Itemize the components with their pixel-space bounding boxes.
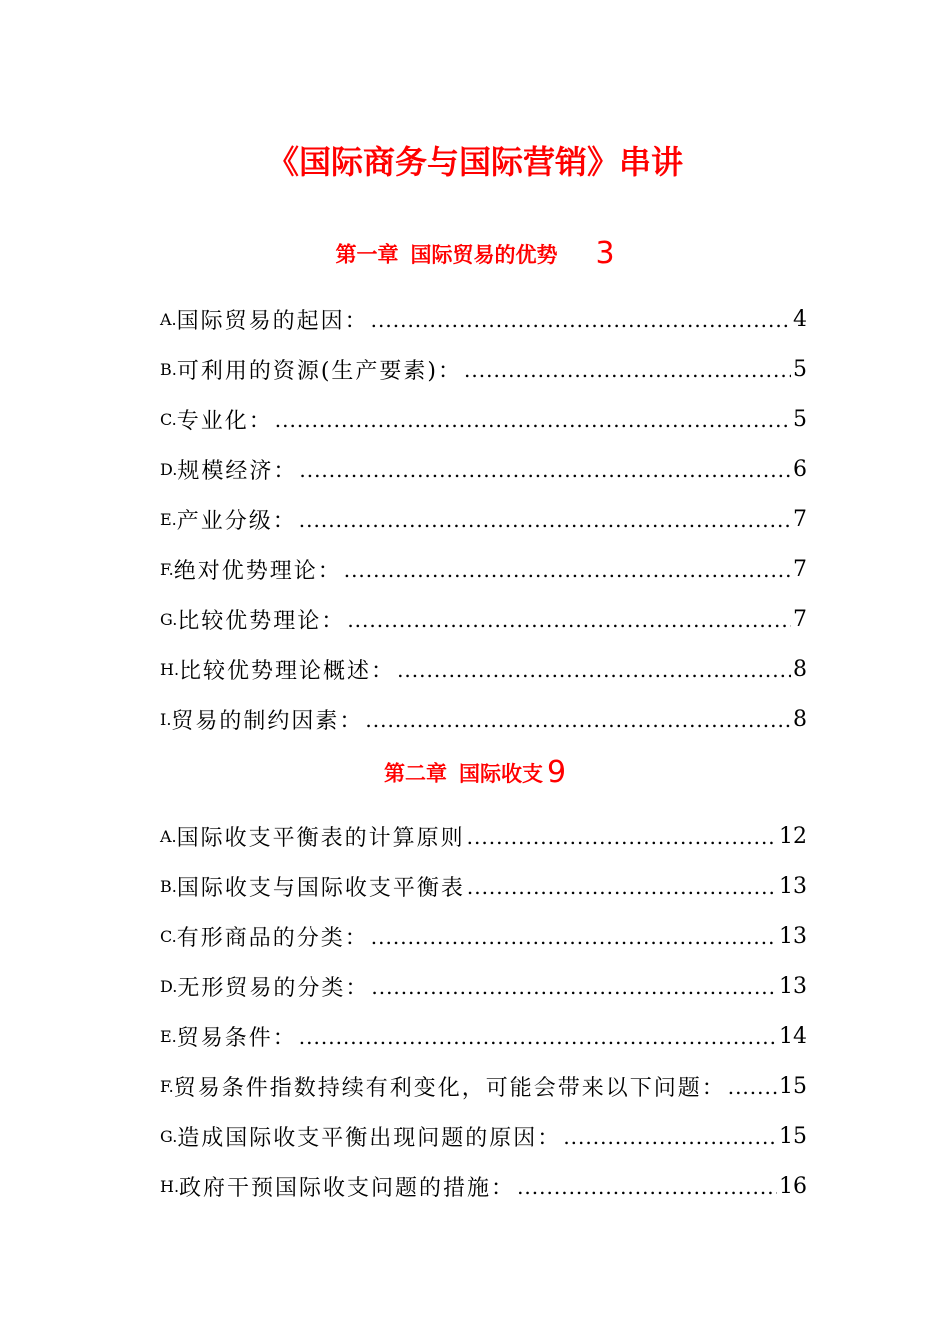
entry-text: 产业分级： bbox=[176, 508, 297, 534]
entry-text: 比较优势理论概述： bbox=[179, 658, 396, 684]
chapter-page-number: 9 bbox=[546, 755, 567, 790]
entry-text: 贸易条件指数持续有利变化，可能会带来以下问题： bbox=[173, 1075, 726, 1101]
entry-letter: B. bbox=[160, 359, 177, 379]
toc-entry[interactable] bbox=[160, 644, 807, 694]
dot-leader bbox=[344, 558, 791, 580]
entry-page-number: 6 bbox=[793, 456, 807, 482]
toc-entry[interactable] bbox=[160, 394, 807, 444]
entry-letter: H. bbox=[160, 659, 180, 679]
entry-letter: I. bbox=[160, 709, 172, 729]
toc-entry[interactable] bbox=[160, 961, 807, 1011]
entry-page-number: 8 bbox=[793, 656, 807, 682]
entry-letter: C. bbox=[160, 926, 177, 946]
entry-text: 绝对优势理论： bbox=[173, 558, 342, 584]
entry-text: 政府干预国际收支问题的措施： bbox=[179, 1175, 516, 1201]
entry-page-number: 7 bbox=[793, 556, 807, 582]
entry-text: 贸易条件： bbox=[176, 1025, 297, 1051]
entry-page-number: 15 bbox=[779, 1123, 807, 1149]
dot-leader bbox=[275, 408, 791, 430]
dot-leader bbox=[517, 1175, 777, 1197]
entry-letter: G. bbox=[160, 609, 178, 629]
dot-leader bbox=[299, 508, 791, 530]
entry-page-number: 14 bbox=[779, 1023, 807, 1049]
entry-page-number: 13 bbox=[779, 973, 807, 999]
toc-entry[interactable] bbox=[160, 1011, 807, 1061]
dot-leader bbox=[371, 975, 777, 997]
entry-letter: A. bbox=[160, 309, 177, 329]
entry-page-number: 8 bbox=[793, 706, 807, 732]
toc-entry[interactable] bbox=[160, 1061, 807, 1111]
chapter-heading-1[interactable] bbox=[0, 236, 950, 271]
chapter-title: 国际收支 bbox=[458, 761, 543, 786]
entry-text: 可利用的资源(生产要素)： bbox=[176, 358, 463, 384]
entry-page-number: 12 bbox=[779, 823, 807, 849]
dot-leader bbox=[371, 308, 791, 330]
dot-leader bbox=[467, 825, 777, 847]
toc-entry[interactable] bbox=[160, 594, 807, 644]
chapter-label: 第一章 bbox=[335, 242, 399, 267]
toc-list-chapter-1 bbox=[160, 294, 807, 744]
entry-page-number: 5 bbox=[793, 356, 807, 382]
entry-letter: H. bbox=[160, 1176, 180, 1196]
toc-entry[interactable] bbox=[160, 1111, 807, 1161]
entry-page-number: 5 bbox=[793, 406, 807, 432]
entry-text: 无形贸易的分类： bbox=[177, 975, 370, 1001]
toc-entry[interactable] bbox=[160, 694, 807, 744]
entry-text: 专业化： bbox=[176, 408, 273, 434]
dot-leader bbox=[464, 358, 791, 380]
entry-page-number: 16 bbox=[779, 1173, 807, 1199]
entry-text: 国际收支平衡表的计算原则 bbox=[176, 825, 465, 851]
toc-entry[interactable] bbox=[160, 1161, 807, 1211]
dot-leader bbox=[365, 708, 791, 730]
toc-list-chapter-2 bbox=[160, 811, 807, 1211]
entry-letter: C. bbox=[160, 409, 177, 429]
entry-text: 贸易的制约因素： bbox=[171, 708, 364, 734]
entry-letter: B. bbox=[160, 876, 177, 896]
entry-letter: G. bbox=[160, 1126, 178, 1146]
dot-leader bbox=[467, 875, 777, 897]
toc-entry[interactable] bbox=[160, 294, 807, 344]
toc-entry[interactable] bbox=[160, 544, 807, 594]
entry-page-number: 7 bbox=[793, 606, 807, 632]
entry-text: 规模经济： bbox=[177, 458, 298, 484]
entry-page-number: 15 bbox=[779, 1073, 807, 1099]
entry-text: 有形商品的分类： bbox=[176, 925, 369, 951]
dot-leader bbox=[371, 925, 777, 947]
entry-text: 造成国际收支平衡出现问题的原因： bbox=[177, 1125, 562, 1151]
dot-leader bbox=[299, 458, 791, 480]
chapter-title: 国际贸易的优势 bbox=[410, 242, 558, 267]
entry-text: 国际贸易的起因： bbox=[176, 308, 369, 334]
dot-leader bbox=[299, 1025, 777, 1047]
entry-letter: E. bbox=[160, 509, 177, 529]
entry-letter: D. bbox=[160, 459, 178, 479]
entry-letter: A. bbox=[160, 826, 177, 846]
toc-entry[interactable] bbox=[160, 344, 807, 394]
toc-entry[interactable] bbox=[160, 911, 807, 961]
entry-page-number: 4 bbox=[793, 306, 807, 332]
dot-leader bbox=[347, 608, 791, 630]
chapter-page-number: 3 bbox=[595, 236, 615, 271]
dot-leader bbox=[397, 658, 791, 680]
entry-text: 比较优势理论： bbox=[177, 608, 346, 634]
toc-entry[interactable] bbox=[160, 861, 807, 911]
entry-text: 国际收支与国际收支平衡表 bbox=[176, 875, 465, 901]
dot-leader bbox=[563, 1125, 777, 1147]
dot-leader bbox=[728, 1075, 777, 1097]
chapter-label: 第二章 bbox=[383, 761, 447, 786]
document-title: 《国际商务与国际营销》串讲 bbox=[266, 143, 683, 181]
toc-entry[interactable] bbox=[160, 444, 807, 494]
entry-page-number: 13 bbox=[779, 923, 807, 949]
entry-letter: E. bbox=[160, 1026, 177, 1046]
toc-entry[interactable] bbox=[160, 811, 807, 861]
entry-page-number: 13 bbox=[779, 873, 807, 899]
entry-letter: D. bbox=[160, 976, 178, 996]
entry-letter: F. bbox=[160, 559, 174, 579]
toc-entry[interactable] bbox=[160, 494, 807, 544]
chapter-heading-2[interactable] bbox=[0, 755, 950, 790]
entry-letter: F. bbox=[160, 1076, 174, 1096]
entry-page-number: 7 bbox=[793, 506, 807, 532]
